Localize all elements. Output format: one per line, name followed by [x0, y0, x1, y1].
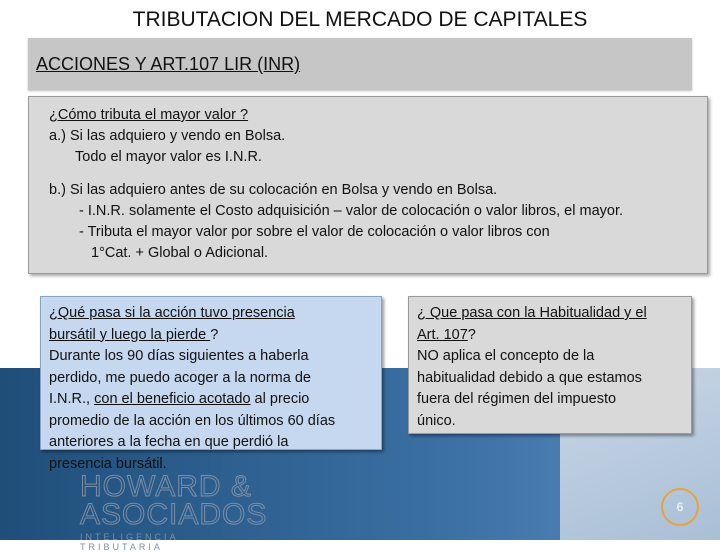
left-callout-box [40, 296, 382, 472]
left-text-line-2: perdido, me puedo acoger a la norma de [49, 369, 311, 386]
right-text-line-2: habitualidad debido a que estamos [417, 369, 642, 386]
main-point-a-detail: Todo el mayor valor es I.N.R. [75, 149, 262, 165]
left-question-line-2: bursátil y luego la pierde ? [49, 326, 219, 343]
right-text-line-4: único. [417, 412, 456, 429]
left-text-line-6: presencia bursátil. [49, 455, 167, 472]
left-text-line-4: promedio de la acción en los últimos 60 días [49, 412, 336, 429]
main-point-b-detail-2: - Tributa el mayor valor por sobre el valor de colocación o valor libros con [79, 224, 550, 240]
right-question-line-2: Art. 107? [417, 326, 476, 343]
slide-title: TRIBUTACION DEL MERCADO DE CAPITALES [132, 8, 588, 31]
main-question: ¿Cómo tributa el mayor valor ? [49, 107, 249, 123]
section-header-text: ACCIONES Y ART.107 LIR (INR) [36, 54, 301, 74]
left-text-line-5: anteriores a la fecha en que perdió la [49, 434, 289, 450]
watermark-line-3: INTELIGENCIA TRIBUTARIA [80, 532, 179, 552]
watermark-line-2: ASOCIADOS [80, 498, 268, 531]
right-question-line-1: ¿ Que pasa con la Habitualidad y el [417, 305, 647, 321]
left-text-line-1: Durante los 90 días siguientes a haberla [49, 348, 309, 364]
main-point-b-detail-3: 1°Cat. + Global o Adicional. [91, 245, 269, 261]
page-number-badge: 6 [661, 488, 699, 526]
right-callout-box [408, 296, 692, 434]
main-content-box [28, 96, 708, 274]
main-point-b: b.) Si las adquiero antes de su colocación en Bolsa y vendo en Bolsa. [49, 182, 498, 198]
section-header-bar [28, 38, 692, 90]
left-question-line-1: ¿Qué pasa si la acción tuvo presencia [49, 305, 295, 321]
main-point-a: a.) Si las adquiero y vendo en Bolsa. [49, 128, 286, 144]
watermark-line-1: HOWARD & [80, 470, 252, 503]
right-text-line-1: NO aplica el concepto de la [417, 348, 595, 364]
left-text-line-3: I.N.R., con el beneficio acotado al precio [49, 391, 310, 407]
right-text-line-3: fuera del régimen del impuesto [417, 391, 617, 407]
main-point-b-detail-1: - I.N.R. solamente el Costo adquisición – valor de colocación o valor libros, el mayor. [79, 203, 624, 219]
watermark-logo [80, 470, 268, 552]
